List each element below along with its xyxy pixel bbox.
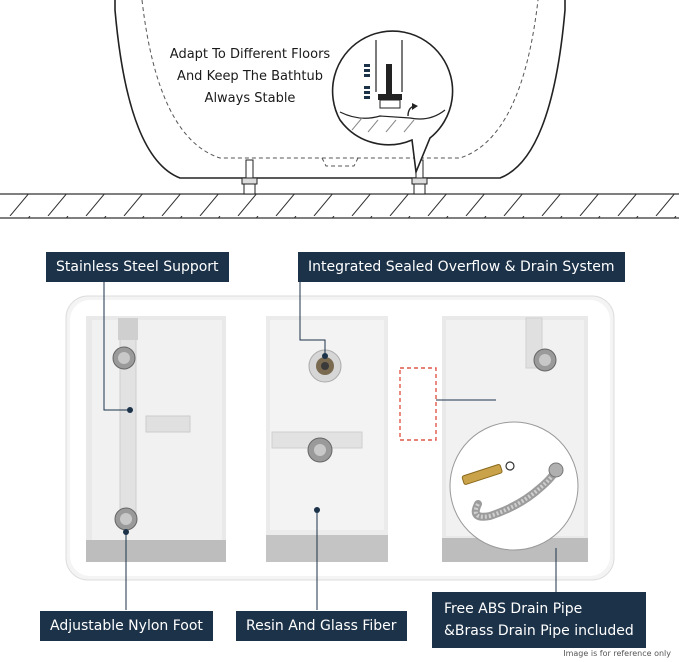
resin-glass-fiber-label: Resin And Glass Fiber xyxy=(236,611,407,641)
stainless-steel-support-label: Stainless Steel Support xyxy=(46,252,229,282)
foot-disc-top-left xyxy=(113,347,135,369)
drain-pipe-inset xyxy=(450,422,578,550)
adjustable-nylon-foot-label: Adjustable Nylon Foot xyxy=(40,611,213,641)
drain-pipe-line-1: Free ABS Drain Pipe xyxy=(444,601,583,617)
foot-disc-bottom-left xyxy=(115,508,137,530)
callout-line-1: Adapt To Different Floors xyxy=(169,47,331,62)
foot-disc-middle xyxy=(308,438,332,462)
integrated-overflow-drain-label: Integrated Sealed Overflow & Drain System xyxy=(298,252,625,282)
callout-line-3: Always Stable xyxy=(204,91,296,106)
left-cavity xyxy=(86,316,226,562)
drain-pipe-line-2: &Brass Drain Pipe included xyxy=(444,623,634,639)
foot-disc-right xyxy=(534,349,556,371)
reference-footnote: Image is for reference only xyxy=(563,649,671,658)
drain-pipe-included-label xyxy=(432,592,646,648)
callout-line-2: And Keep The Bathtub xyxy=(177,69,323,84)
